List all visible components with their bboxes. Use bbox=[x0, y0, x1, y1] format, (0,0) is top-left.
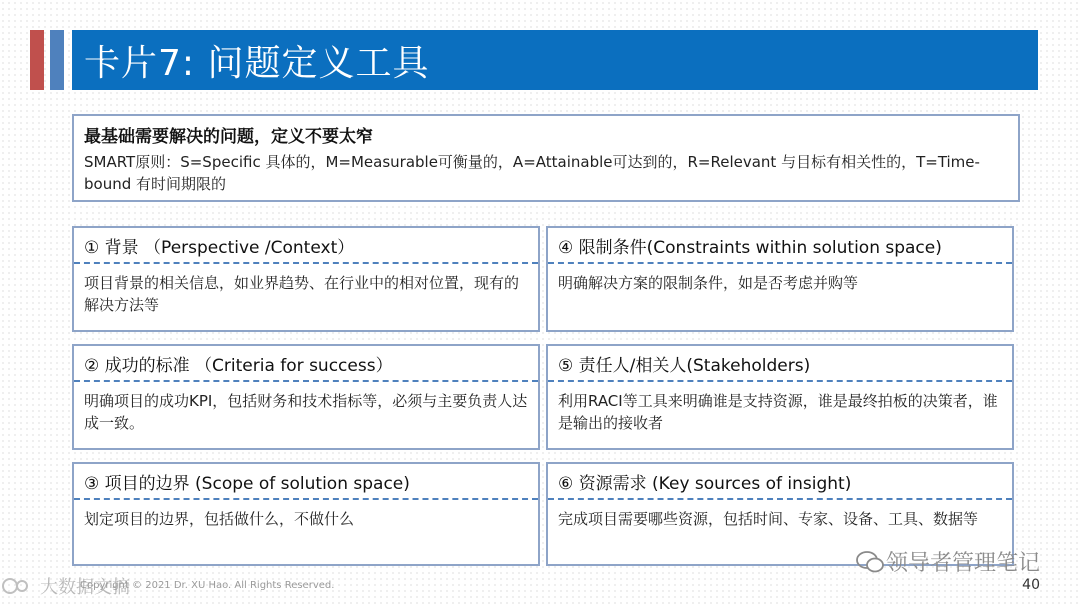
card-criteria bbox=[72, 344, 540, 450]
card-constraints bbox=[546, 226, 1014, 332]
card-body: 明确项目的成功KPI，包括财务和技术指标等，必须与主要负责人达成一致。 bbox=[84, 392, 528, 432]
card-body: 明确解决方案的限制条件，如是否考虑并购等 bbox=[558, 274, 859, 292]
page-number: 40 bbox=[1022, 577, 1040, 593]
copyright-text: Copyright © 2021 Dr. XU Hao. All Rights Reserved. bbox=[80, 580, 335, 591]
card-stakeholders bbox=[546, 344, 1014, 450]
logo-icon bbox=[0, 575, 40, 597]
watermark-text: 领导者管理笔记 bbox=[885, 551, 1040, 576]
card-body: 完成项目需要哪些资源，包括时间、专家、设备、工具、数据等 bbox=[558, 510, 979, 528]
card-scope bbox=[72, 462, 540, 566]
card-heading: ① 背景 （Perspective /Context） bbox=[74, 228, 538, 264]
card-heading: ⑥ 资源需求 (Key sources of insight) bbox=[548, 464, 1012, 500]
slide-title: 卡片7: 问题定义工具 bbox=[72, 30, 1038, 90]
card-body: 项目背景的相关信息，如业界趋势、在行业中的相对位置，现有的解决方法等 bbox=[84, 274, 520, 314]
card-heading: ④ 限制条件(Constraints within solution space) bbox=[548, 228, 1012, 264]
watermark bbox=[856, 546, 1040, 577]
card-heading: ⑤ 责任人/相关人(Stakeholders) bbox=[548, 346, 1012, 382]
wechat-icon bbox=[856, 550, 886, 574]
summary-box bbox=[72, 114, 1020, 202]
card-body: 划定项目的边界，包括做什么，不做什么 bbox=[84, 510, 355, 528]
accent-bar-blue bbox=[50, 30, 64, 90]
summary-body: SMART原则：S=Specific 具体的，M=Measurable可衡量的，A=Attainable可达到的，R=Relevant 与目标有相关性的，T=Time-bound 有时间期限的 bbox=[84, 153, 980, 193]
card-heading: ③ 项目的边界 (Scope of solution space) bbox=[74, 464, 538, 500]
summary-heading: 最基础需要解决的问题，定义不要太窄 bbox=[84, 127, 373, 147]
logo-text: 大数据文摘 bbox=[40, 577, 130, 598]
card-heading: ② 成功的标准 （Criteria for success） bbox=[74, 346, 538, 382]
card-perspective bbox=[72, 226, 540, 332]
card-body: 利用RACI等工具来明确谁是支持资源，谁是最终拍板的决策者，谁是输出的接收者 bbox=[558, 392, 998, 432]
accent-bar-red bbox=[30, 30, 44, 90]
